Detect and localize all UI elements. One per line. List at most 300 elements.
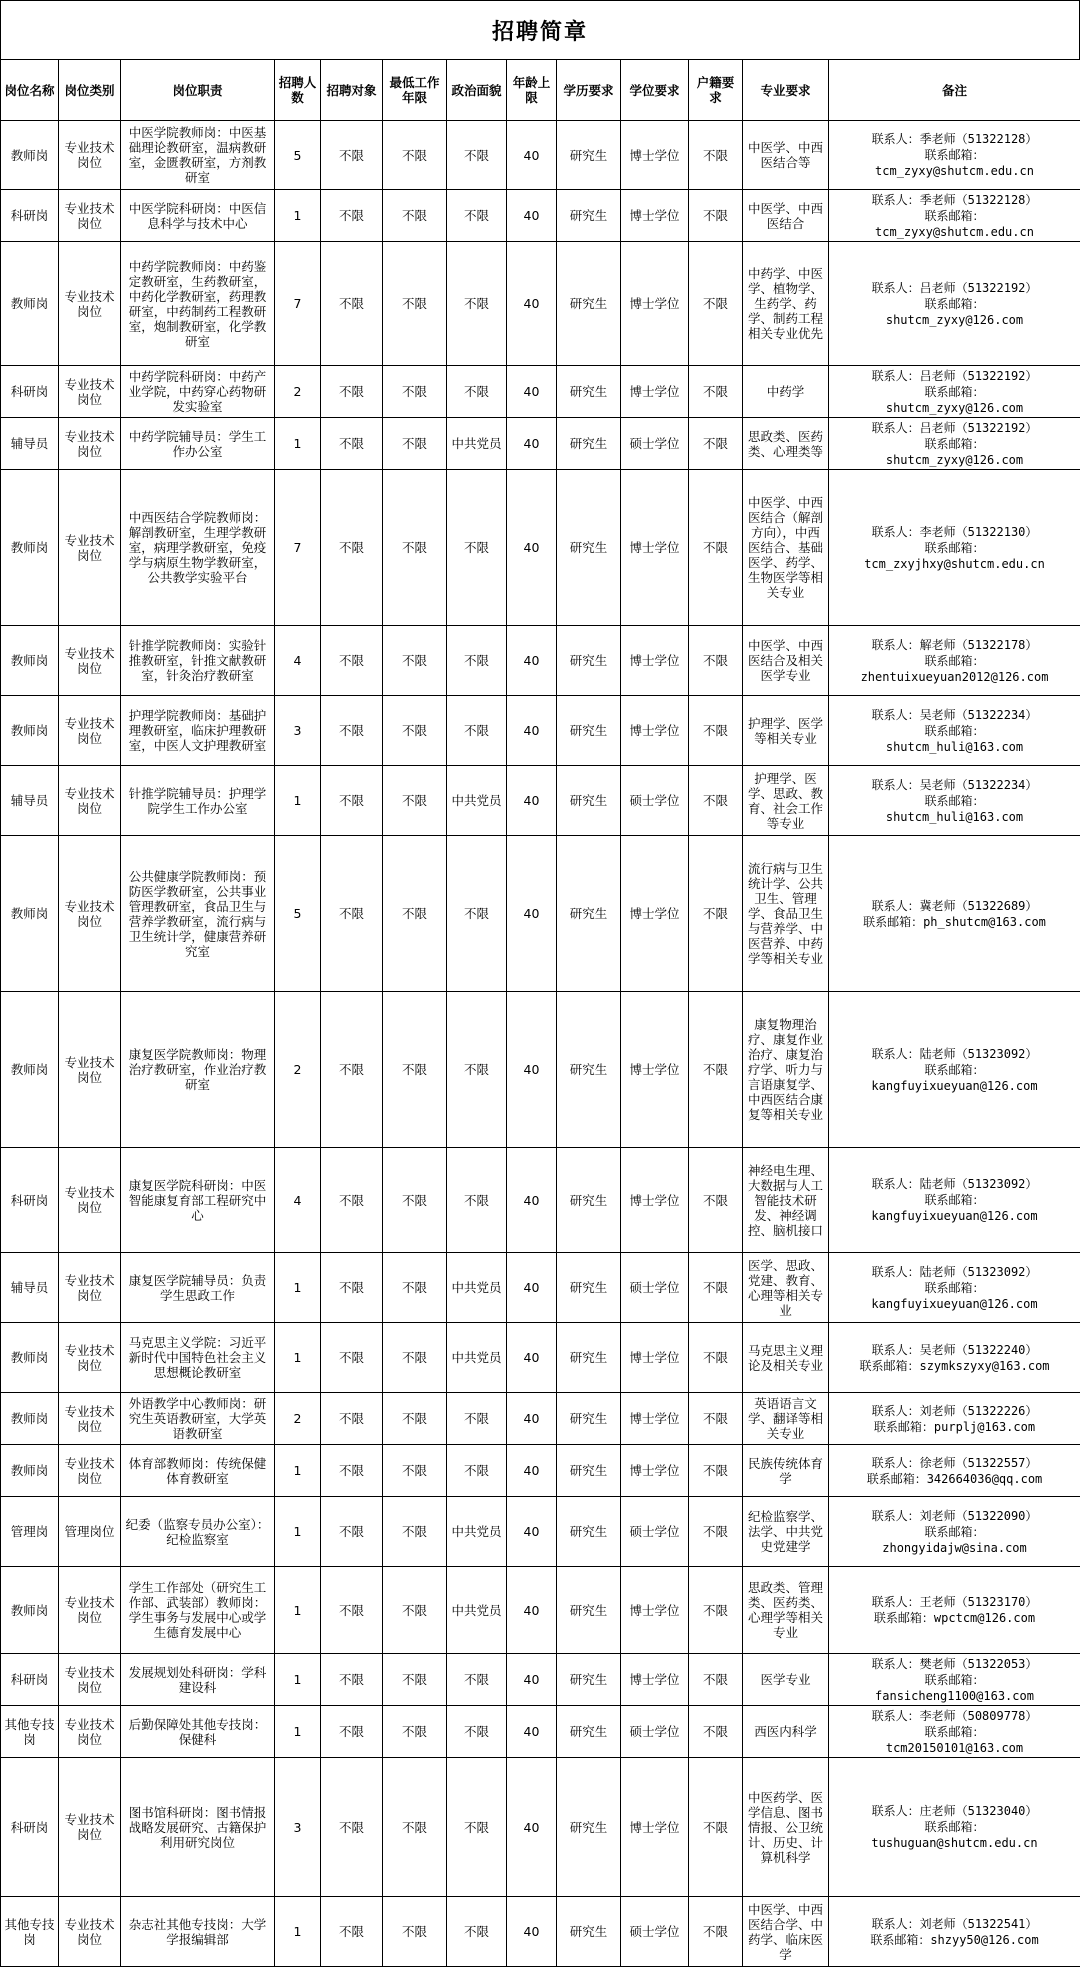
table-row xyxy=(1,1654,1080,1706)
cell-duty: 中医学院教师岗：中医基础理论教研室，温病教研室，金匮教研室，方剂教研室 xyxy=(121,121,275,190)
table-row xyxy=(1,470,1080,626)
cell-min-years: 不限 xyxy=(383,1567,447,1654)
cell-count: 4 xyxy=(275,1148,321,1253)
contact-line: 联系人：刘老师（51322090） xyxy=(831,1508,1078,1524)
cell-age-limit: 40 xyxy=(507,1323,557,1393)
cell-notes xyxy=(829,626,1080,696)
table-row xyxy=(1,1393,1080,1445)
recruitment-table xyxy=(0,59,1080,1967)
cell-position-category: 管理岗位 xyxy=(59,1497,121,1567)
cell-age-limit: 40 xyxy=(507,1654,557,1706)
cell-hukou: 不限 xyxy=(689,242,743,366)
cell-hukou: 不限 xyxy=(689,190,743,242)
cell-position-category: 专业技术岗位 xyxy=(59,242,121,366)
contact-line: 联系邮箱： xyxy=(831,723,1078,739)
cell-position-category: 专业技术岗位 xyxy=(59,1393,121,1445)
cell-major: 思政类、医药类、心理类等 xyxy=(743,418,829,470)
cell-position-name: 教师岗 xyxy=(1,992,59,1148)
cell-degree: 博士学位 xyxy=(621,190,689,242)
cell-major: 西医内科学 xyxy=(743,1706,829,1758)
cell-hukou: 不限 xyxy=(689,366,743,418)
table-row xyxy=(1,696,1080,766)
cell-duty: 针推学院教师岗：实验针推教研室，针推文献教研室，针灸治疗教研室 xyxy=(121,626,275,696)
cell-degree: 博士学位 xyxy=(621,696,689,766)
cell-education: 研究生 xyxy=(557,992,621,1148)
table-row xyxy=(1,1323,1080,1393)
cell-age-limit: 40 xyxy=(507,1393,557,1445)
cell-duty: 康复医学院辅导员：负责学生思政工作 xyxy=(121,1253,275,1323)
cell-degree: 博士学位 xyxy=(621,470,689,626)
cell-duty: 中药学院科研岗：中药产业学院，中药穿心药物研发实验室 xyxy=(121,366,275,418)
cell-min-years: 不限 xyxy=(383,1706,447,1758)
cell-position-name: 管理岗 xyxy=(1,1497,59,1567)
contact-line: 联系人：吕老师（51322192） xyxy=(831,420,1078,436)
cell-degree: 博士学位 xyxy=(621,1654,689,1706)
table-row xyxy=(1,366,1080,418)
cell-min-years: 不限 xyxy=(383,1393,447,1445)
table-row xyxy=(1,1897,1080,1967)
table-row xyxy=(1,1758,1080,1897)
cell-age-limit: 40 xyxy=(507,1445,557,1497)
cell-position-name: 科研岗 xyxy=(1,1758,59,1897)
cell-count: 1 xyxy=(275,190,321,242)
cell-age-limit: 40 xyxy=(507,121,557,190)
cell-notes xyxy=(829,1323,1080,1393)
cell-education: 研究生 xyxy=(557,366,621,418)
cell-duty: 后勤保障处其他专技岗：保健科 xyxy=(121,1706,275,1758)
cell-notes xyxy=(829,1897,1080,1967)
cell-min-years: 不限 xyxy=(383,1897,447,1967)
cell-position-name: 教师岗 xyxy=(1,470,59,626)
table-header-row xyxy=(1,60,1080,121)
cell-duty: 中西医结合学院教师岗：解剖教研室，生理学教研室，病理学教研室，免疫学与病原生物学教研室，公共教学实验平台 xyxy=(121,470,275,626)
page-title: 招聘简章 xyxy=(0,0,1080,59)
cell-min-years: 不限 xyxy=(383,1323,447,1393)
contact-email: tcm_zyxy@shutcm.edu.cn xyxy=(831,163,1078,179)
contact-line: 联系邮箱： xyxy=(831,384,1078,400)
cell-target: 不限 xyxy=(321,190,383,242)
cell-political: 不限 xyxy=(447,1706,507,1758)
cell-political: 不限 xyxy=(447,1654,507,1706)
table-row xyxy=(1,418,1080,470)
cell-major: 马克思主义理论及相关专业 xyxy=(743,1323,829,1393)
cell-count: 5 xyxy=(275,836,321,992)
table-row xyxy=(1,992,1080,1148)
cell-political: 不限 xyxy=(447,1393,507,1445)
cell-target: 不限 xyxy=(321,1497,383,1567)
cell-min-years: 不限 xyxy=(383,1654,447,1706)
contact-email: tcm_zyxy@shutcm.edu.cn xyxy=(831,224,1078,240)
cell-notes xyxy=(829,836,1080,992)
contact-line: 联系邮箱： xyxy=(831,436,1078,452)
cell-duty: 马克思主义学院：习近平新时代中国特色社会主义思想概论教研室 xyxy=(121,1323,275,1393)
header-target: 招聘对象 xyxy=(321,60,383,121)
table-row xyxy=(1,1148,1080,1253)
cell-min-years: 不限 xyxy=(383,1148,447,1253)
table-row xyxy=(1,1445,1080,1497)
cell-age-limit: 40 xyxy=(507,242,557,366)
cell-position-name: 教师岗 xyxy=(1,242,59,366)
table-row xyxy=(1,1567,1080,1654)
cell-min-years: 不限 xyxy=(383,626,447,696)
cell-major: 中医学、中西医结合等 xyxy=(743,121,829,190)
contact-email: 联系邮箱：ph_shutcm@163.com xyxy=(831,914,1078,930)
header-age-limit: 年龄上限 xyxy=(507,60,557,121)
cell-political: 不限 xyxy=(447,992,507,1148)
header-education: 学历要求 xyxy=(557,60,621,121)
cell-degree: 博士学位 xyxy=(621,1148,689,1253)
cell-major: 中医学、中西医结合及相关医学专业 xyxy=(743,626,829,696)
contact-line: 联系邮箱： xyxy=(831,653,1078,669)
cell-major: 医学专业 xyxy=(743,1654,829,1706)
cell-age-limit: 40 xyxy=(507,1758,557,1897)
cell-notes xyxy=(829,1706,1080,1758)
cell-age-limit: 40 xyxy=(507,1253,557,1323)
table-row xyxy=(1,190,1080,242)
contact-email: shutcm_zyxy@126.com xyxy=(831,400,1078,416)
cell-position-name: 教师岗 xyxy=(1,836,59,992)
cell-education: 研究生 xyxy=(557,1758,621,1897)
contact-line: 联系人：李老师（51322130） xyxy=(831,524,1078,540)
cell-degree: 博士学位 xyxy=(621,836,689,992)
cell-hukou: 不限 xyxy=(689,992,743,1148)
cell-target: 不限 xyxy=(321,470,383,626)
cell-education: 研究生 xyxy=(557,1897,621,1967)
cell-education: 研究生 xyxy=(557,696,621,766)
cell-major: 中药学 xyxy=(743,366,829,418)
contact-line: 联系人：陆老师（51323092） xyxy=(831,1264,1078,1280)
contact-line: 联系邮箱： xyxy=(831,793,1078,809)
cell-position-name: 教师岗 xyxy=(1,1445,59,1497)
contact-line: 联系人：冀老师（51322689） xyxy=(831,898,1078,914)
cell-education: 研究生 xyxy=(557,766,621,836)
contact-email: shutcm_zyxy@126.com xyxy=(831,452,1078,468)
cell-position-name: 其他专技岗 xyxy=(1,1897,59,1967)
contact-line: 联系邮箱： xyxy=(831,1062,1078,1078)
cell-target: 不限 xyxy=(321,1897,383,1967)
cell-min-years: 不限 xyxy=(383,121,447,190)
cell-position-name: 辅导员 xyxy=(1,766,59,836)
contact-email: kangfuyixueyuan@126.com xyxy=(831,1296,1078,1312)
cell-position-category: 专业技术岗位 xyxy=(59,992,121,1148)
contact-email: 联系邮箱：szymkszyxy@163.com xyxy=(831,1358,1078,1374)
cell-count: 3 xyxy=(275,1758,321,1897)
cell-hukou: 不限 xyxy=(689,1393,743,1445)
cell-min-years: 不限 xyxy=(383,696,447,766)
contact-email: tcm20150101@163.com xyxy=(831,1740,1078,1756)
cell-hukou: 不限 xyxy=(689,418,743,470)
cell-degree: 硕士学位 xyxy=(621,1706,689,1758)
cell-position-category: 专业技术岗位 xyxy=(59,1445,121,1497)
cell-political: 不限 xyxy=(447,836,507,992)
contact-email: shutcm_zyxy@126.com xyxy=(831,312,1078,328)
cell-hukou: 不限 xyxy=(689,1897,743,1967)
cell-target: 不限 xyxy=(321,366,383,418)
cell-min-years: 不限 xyxy=(383,366,447,418)
cell-count: 1 xyxy=(275,1445,321,1497)
cell-target: 不限 xyxy=(321,696,383,766)
cell-position-name: 教师岗 xyxy=(1,121,59,190)
cell-degree: 博士学位 xyxy=(621,626,689,696)
cell-position-category: 专业技术岗位 xyxy=(59,1253,121,1323)
cell-target: 不限 xyxy=(321,1445,383,1497)
cell-major: 中药学、中医学、植物学、生药学、药学、制药工程相关专业优先 xyxy=(743,242,829,366)
cell-education: 研究生 xyxy=(557,418,621,470)
cell-position-name: 教师岗 xyxy=(1,626,59,696)
cell-major: 英语语言文学、翻译等相关专业 xyxy=(743,1393,829,1445)
contact-email: 联系邮箱：342664036@qq.com xyxy=(831,1471,1078,1487)
cell-target: 不限 xyxy=(321,1706,383,1758)
contact-email: kangfuyixueyuan@126.com xyxy=(831,1208,1078,1224)
cell-major: 护理学、医学、思政、教育、社会工作等专业 xyxy=(743,766,829,836)
cell-position-category: 专业技术岗位 xyxy=(59,766,121,836)
cell-notes xyxy=(829,242,1080,366)
cell-age-limit: 40 xyxy=(507,1897,557,1967)
table-row xyxy=(1,626,1080,696)
cell-major: 中医学、中西医结合学、中药学、临床医学 xyxy=(743,1897,829,1967)
cell-notes xyxy=(829,766,1080,836)
cell-duty: 学生工作部处（研究生工作部、武装部）教师岗：学生事务与发展中心或学生德育发展中心 xyxy=(121,1567,275,1654)
cell-major: 医学、思政、党建、教育、心理等相关专业 xyxy=(743,1253,829,1323)
cell-degree: 博士学位 xyxy=(621,1323,689,1393)
cell-major: 中医学、中西医结合（解剖方向），中西医结合、基础医学、药学、生物医学等相关专业 xyxy=(743,470,829,626)
cell-age-limit: 40 xyxy=(507,418,557,470)
cell-position-name: 辅导员 xyxy=(1,418,59,470)
cell-notes xyxy=(829,1758,1080,1897)
cell-hukou: 不限 xyxy=(689,626,743,696)
cell-notes xyxy=(829,190,1080,242)
cell-education: 研究生 xyxy=(557,470,621,626)
cell-education: 研究生 xyxy=(557,242,621,366)
cell-target: 不限 xyxy=(321,836,383,992)
table-row xyxy=(1,242,1080,366)
header-degree: 学位要求 xyxy=(621,60,689,121)
cell-hukou: 不限 xyxy=(689,1758,743,1897)
cell-position-category: 专业技术岗位 xyxy=(59,1323,121,1393)
header-major: 专业要求 xyxy=(743,60,829,121)
table-body xyxy=(1,121,1080,1967)
cell-education: 研究生 xyxy=(557,1393,621,1445)
contact-line: 联系邮箱： xyxy=(831,1724,1078,1740)
cell-major: 康复物理治疗、康复作业治疗、康复治疗学、听力与言语康复学、中西医结合康复等相关专业 xyxy=(743,992,829,1148)
cell-education: 研究生 xyxy=(557,1148,621,1253)
cell-target: 不限 xyxy=(321,626,383,696)
table-row xyxy=(1,1253,1080,1323)
contact-line: 联系人：徐老师（51322557） xyxy=(831,1455,1078,1471)
cell-education: 研究生 xyxy=(557,626,621,696)
cell-political: 不限 xyxy=(447,121,507,190)
cell-count: 7 xyxy=(275,242,321,366)
cell-age-limit: 40 xyxy=(507,992,557,1148)
cell-age-limit: 40 xyxy=(507,190,557,242)
cell-hukou: 不限 xyxy=(689,1323,743,1393)
cell-min-years: 不限 xyxy=(383,1497,447,1567)
contact-line: 联系人：刘老师（51322541） xyxy=(831,1916,1078,1932)
cell-notes xyxy=(829,696,1080,766)
header-hukou: 户籍要求 xyxy=(689,60,743,121)
cell-position-name: 教师岗 xyxy=(1,1323,59,1393)
cell-duty: 中药学院教师岗：中药鉴定教研室，生药教研室，中药化学教研室，药理教研室，中药制药工程教研室，炮制教研室，化学教研室 xyxy=(121,242,275,366)
cell-duty: 外语教学中心教师岗：研究生英语教研室，大学英语教研室 xyxy=(121,1393,275,1445)
contact-email: tcm_zxyjhxy@shutcm.edu.cn xyxy=(831,556,1078,572)
cell-target: 不限 xyxy=(321,1567,383,1654)
cell-age-limit: 40 xyxy=(507,1497,557,1567)
cell-min-years: 不限 xyxy=(383,1445,447,1497)
cell-min-years: 不限 xyxy=(383,836,447,992)
cell-major: 流行病与卫生统计学、公共卫生、管理学、食品卫生与营养学、中医营养、中药学等相关专业 xyxy=(743,836,829,992)
cell-notes xyxy=(829,1393,1080,1445)
cell-notes xyxy=(829,1253,1080,1323)
cell-political: 不限 xyxy=(447,470,507,626)
contact-line: 联系邮箱： xyxy=(831,1280,1078,1296)
cell-degree: 硕士学位 xyxy=(621,1497,689,1567)
cell-min-years: 不限 xyxy=(383,190,447,242)
table-row xyxy=(1,766,1080,836)
cell-position-category: 专业技术岗位 xyxy=(59,190,121,242)
cell-hukou: 不限 xyxy=(689,470,743,626)
cell-target: 不限 xyxy=(321,1323,383,1393)
contact-line: 联系人：吴老师（51322240） xyxy=(831,1342,1078,1358)
table-row xyxy=(1,1706,1080,1758)
cell-degree: 博士学位 xyxy=(621,1567,689,1654)
cell-min-years: 不限 xyxy=(383,766,447,836)
contact-line: 联系邮箱： xyxy=(831,1672,1078,1688)
cell-min-years: 不限 xyxy=(383,1253,447,1323)
cell-political: 不限 xyxy=(447,242,507,366)
cell-position-name: 科研岗 xyxy=(1,366,59,418)
cell-notes xyxy=(829,366,1080,418)
cell-count: 1 xyxy=(275,1567,321,1654)
cell-count: 7 xyxy=(275,470,321,626)
cell-political: 不限 xyxy=(447,366,507,418)
cell-position-name: 科研岗 xyxy=(1,190,59,242)
contact-email: zhentuixueyuan2012@126.com xyxy=(831,669,1078,685)
cell-notes xyxy=(829,1567,1080,1654)
cell-age-limit: 40 xyxy=(507,1148,557,1253)
cell-count: 1 xyxy=(275,1253,321,1323)
cell-position-category: 专业技术岗位 xyxy=(59,1897,121,1967)
contact-email: shutcm_huli@163.com xyxy=(831,809,1078,825)
cell-age-limit: 40 xyxy=(507,766,557,836)
cell-political: 不限 xyxy=(447,626,507,696)
cell-min-years: 不限 xyxy=(383,470,447,626)
cell-count: 1 xyxy=(275,766,321,836)
cell-position-name: 科研岗 xyxy=(1,1148,59,1253)
cell-min-years: 不限 xyxy=(383,242,447,366)
cell-notes xyxy=(829,1654,1080,1706)
contact-line: 联系人：解老师（51322178） xyxy=(831,637,1078,653)
cell-education: 研究生 xyxy=(557,1567,621,1654)
header-position-category: 岗位类别 xyxy=(59,60,121,121)
cell-duty: 针推学院辅导员：护理学院学生工作办公室 xyxy=(121,766,275,836)
contact-email: kangfuyixueyuan@126.com xyxy=(831,1078,1078,1094)
cell-hukou: 不限 xyxy=(689,1654,743,1706)
cell-count: 1 xyxy=(275,1897,321,1967)
cell-education: 研究生 xyxy=(557,1323,621,1393)
contact-email: zhongyidajw@sina.com xyxy=(831,1540,1078,1556)
cell-degree: 博士学位 xyxy=(621,242,689,366)
cell-position-name: 教师岗 xyxy=(1,1393,59,1445)
header-count: 招聘人数 xyxy=(275,60,321,121)
cell-count: 1 xyxy=(275,1497,321,1567)
cell-hukou: 不限 xyxy=(689,121,743,190)
cell-duty: 发展规划处科研岗：学科建设科 xyxy=(121,1654,275,1706)
cell-position-category: 专业技术岗位 xyxy=(59,1706,121,1758)
cell-education: 研究生 xyxy=(557,836,621,992)
contact-line: 联系邮箱： xyxy=(831,1819,1078,1835)
cell-position-category: 专业技术岗位 xyxy=(59,418,121,470)
cell-hukou: 不限 xyxy=(689,766,743,836)
cell-position-category: 专业技术岗位 xyxy=(59,366,121,418)
cell-position-name: 辅导员 xyxy=(1,1253,59,1323)
cell-hukou: 不限 xyxy=(689,696,743,766)
cell-degree: 硕士学位 xyxy=(621,1253,689,1323)
cell-position-name: 教师岗 xyxy=(1,696,59,766)
cell-count: 1 xyxy=(275,1706,321,1758)
cell-target: 不限 xyxy=(321,418,383,470)
cell-political: 不限 xyxy=(447,1897,507,1967)
cell-political: 中共党员 xyxy=(447,1253,507,1323)
contact-line: 联系人：陆老师（51323092） xyxy=(831,1046,1078,1062)
cell-position-name: 教师岗 xyxy=(1,1567,59,1654)
cell-political: 中共党员 xyxy=(447,766,507,836)
cell-min-years: 不限 xyxy=(383,1758,447,1897)
cell-political: 不限 xyxy=(447,1148,507,1253)
cell-position-category: 专业技术岗位 xyxy=(59,1148,121,1253)
cell-hukou: 不限 xyxy=(689,1706,743,1758)
cell-target: 不限 xyxy=(321,992,383,1148)
cell-major: 思政类、管理类、医药类、心理学等相关专业 xyxy=(743,1567,829,1654)
cell-political: 不限 xyxy=(447,190,507,242)
cell-degree: 博士学位 xyxy=(621,121,689,190)
cell-major: 神经电生理、大数据与人工智能技术研发、神经调控、脑机接口 xyxy=(743,1148,829,1253)
contact-email: shutcm_huli@163.com xyxy=(831,739,1078,755)
cell-count: 4 xyxy=(275,626,321,696)
cell-major: 纪检监察学、法学、中共党史党建学 xyxy=(743,1497,829,1567)
cell-duty: 杂志社其他专技岗：大学学报编辑部 xyxy=(121,1897,275,1967)
cell-position-category: 专业技术岗位 xyxy=(59,470,121,626)
cell-major: 中医药学、医学信息、图书情报、公卫统计、历史、计算机科学 xyxy=(743,1758,829,1897)
cell-age-limit: 40 xyxy=(507,836,557,992)
cell-count: 3 xyxy=(275,696,321,766)
cell-min-years: 不限 xyxy=(383,992,447,1148)
cell-target: 不限 xyxy=(321,1393,383,1445)
cell-degree: 硕士学位 xyxy=(621,766,689,836)
cell-education: 研究生 xyxy=(557,1445,621,1497)
contact-line: 联系人：樊老师（51322053） xyxy=(831,1656,1078,1672)
cell-target: 不限 xyxy=(321,1253,383,1323)
cell-political: 不限 xyxy=(447,1445,507,1497)
cell-age-limit: 40 xyxy=(507,470,557,626)
cell-duty: 图书馆科研岗：图书情报战略发展研究、古籍保护利用研究岗位 xyxy=(121,1758,275,1897)
header-position-name: 岗位名称 xyxy=(1,60,59,121)
cell-position-category: 专业技术岗位 xyxy=(59,836,121,992)
contact-line: 联系邮箱： xyxy=(831,208,1078,224)
cell-age-limit: 40 xyxy=(507,626,557,696)
cell-education: 研究生 xyxy=(557,1497,621,1567)
cell-count: 1 xyxy=(275,418,321,470)
cell-count: 2 xyxy=(275,992,321,1148)
contact-line: 联系邮箱： xyxy=(831,540,1078,556)
table-row xyxy=(1,121,1080,190)
cell-duty: 中药学院辅导员：学生工作办公室 xyxy=(121,418,275,470)
table-row xyxy=(1,1497,1080,1567)
contact-line: 联系人：季老师（51322128） xyxy=(831,131,1078,147)
cell-notes xyxy=(829,121,1080,190)
table-row xyxy=(1,836,1080,992)
cell-hukou: 不限 xyxy=(689,1445,743,1497)
cell-duty: 康复医学院教师岗：物理治疗教研室，作业治疗教研室 xyxy=(121,992,275,1148)
